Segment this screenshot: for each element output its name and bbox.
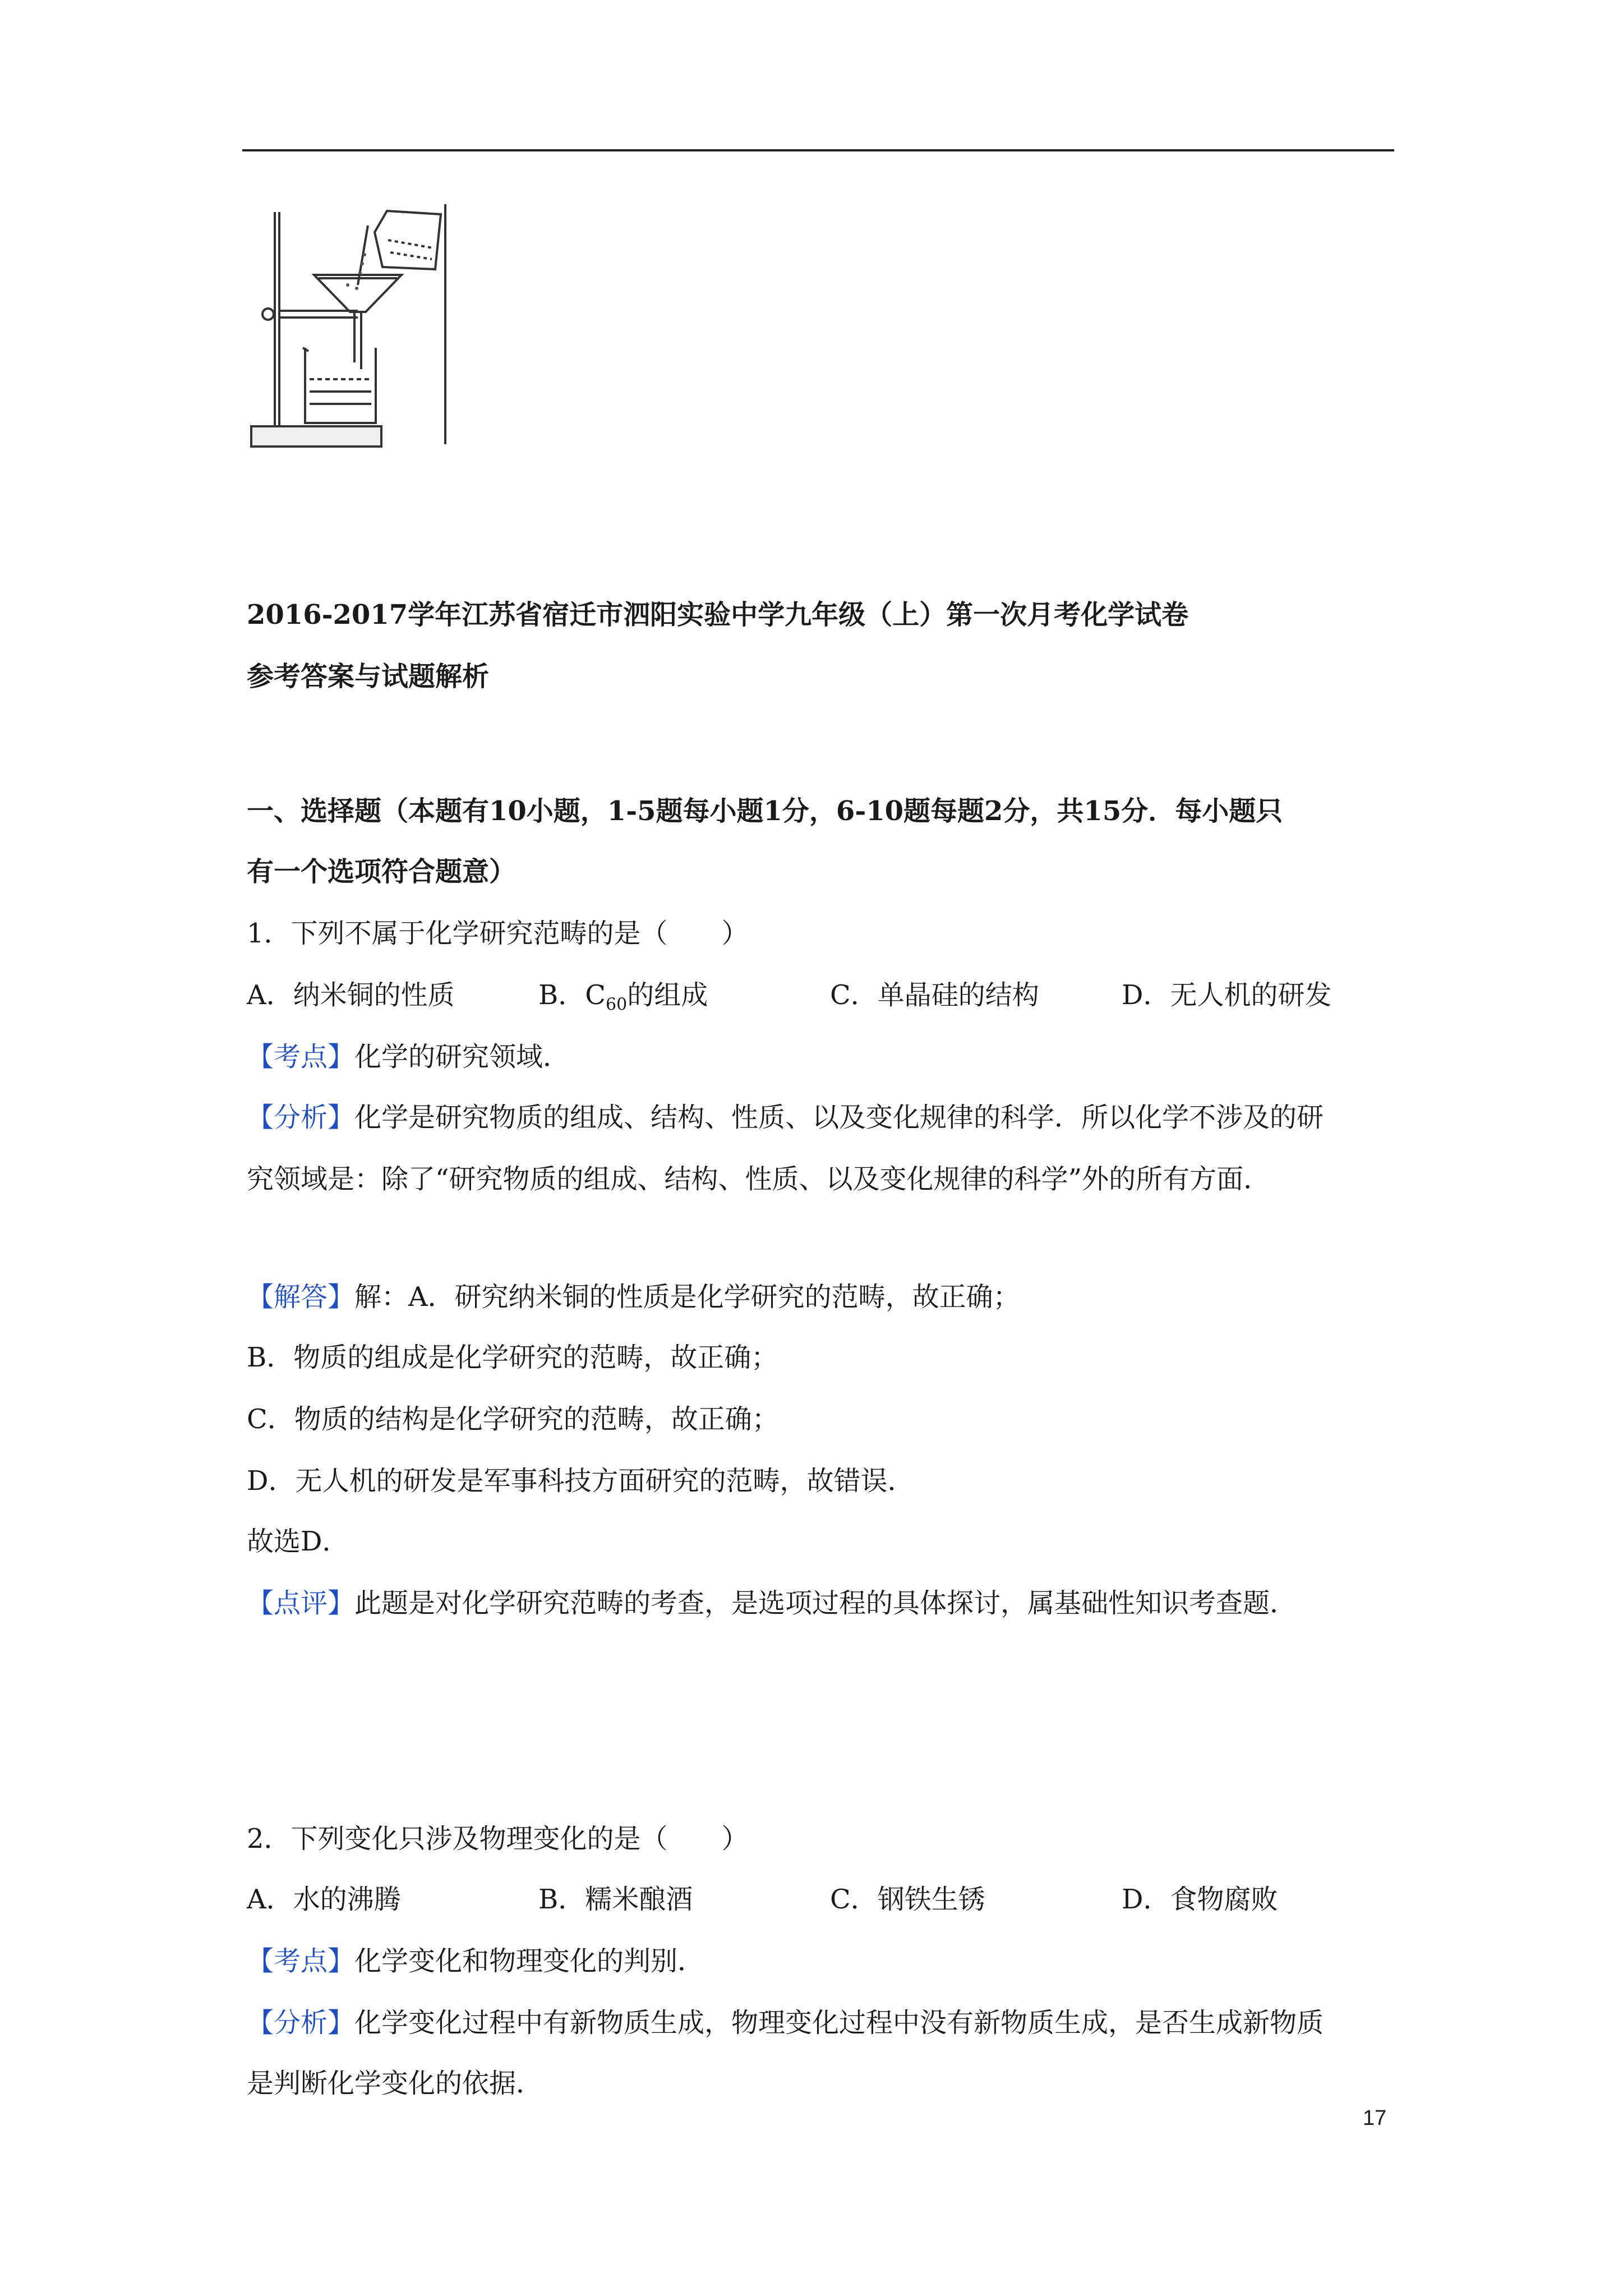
document-title: 2016-2017学年江苏省宿迁市泗阳实验中学九年级（上）第一次月考化学试卷: [247, 599, 1189, 631]
fenxi-tag: 【分析】: [247, 1102, 355, 1133]
q1-jieda-line5: 故选D．: [247, 1526, 349, 1557]
filtration-apparatus-figure: [247, 201, 454, 454]
q2-kaodian-text: 化学变化和物理变化的判别．: [354, 1945, 705, 1977]
q1-options: [247, 978, 1332, 1015]
q1-dianping-text: 此题是对化学研究范畴的考查，是选项过程的具体探讨，属基础性知识考查题．: [354, 1588, 1297, 1619]
page-number: 17: [1363, 2106, 1387, 2130]
q2-fenxi: [247, 2006, 1324, 2040]
q1-option-b-prefix: B．C: [538, 979, 606, 1011]
q2-options: [247, 1883, 1278, 1916]
q2-fenxi-line1: 化学变化过程中有新物质生成，物理变化过程中没有新物质生成，是否生成新物质: [354, 2007, 1324, 2039]
q1-fenxi-line1: 化学是研究物质的组成、结构、性质、以及变化规律的科学．所以化学不涉及的研: [354, 1102, 1324, 1133]
q1-kaodian: [247, 1040, 570, 1074]
q2-option-c: C．钢铁生锈: [830, 1884, 985, 1915]
q1-option-a: A．纳米铜的性质: [247, 979, 455, 1011]
kaodian-tag: 【考点】: [247, 1041, 355, 1073]
q1-jieda-line2: B．物质的组成是化学研究的范畴，故正确；: [247, 1342, 778, 1373]
dianping-tag: 【点评】: [247, 1588, 355, 1619]
q1-option-b: [538, 978, 830, 1015]
q1-jieda: [247, 1280, 1020, 1314]
fenxi-tag: 【分析】: [247, 2007, 355, 2039]
q1-jieda-line3: C．物质的结构是化学研究的范畴，故正确；: [247, 1404, 779, 1435]
q2-option-a: A．水的沸腾: [247, 1884, 401, 1915]
q1-jieda-line4: D．无人机的研发是军事科技方面研究的范畴，故错误．: [247, 1465, 915, 1497]
q1-fenxi: [247, 1101, 1324, 1134]
section-heading-line2: 有一个选项符合题意）: [247, 856, 517, 887]
q2-option-d: D．食物腐败: [1122, 1884, 1278, 1915]
q1-option-b-suffix: 的组成: [627, 979, 708, 1011]
section-heading-line1: 一、选择题（本题有10小题，1-5题每小题1分，6-10题每题2分，共15分．每小题只: [247, 795, 1283, 827]
q1-option-c: C．单晶硅的结构: [830, 979, 1039, 1011]
header-rule: [242, 149, 1394, 151]
q2-option-b: B．糯米酿酒: [538, 1884, 693, 1915]
document-subtitle: 参考答案与试题解析: [247, 661, 490, 692]
q2-kaodian: [247, 1944, 704, 1978]
q1-kaodian-text: 化学的研究领域．: [354, 1041, 570, 1073]
q1-option-b-subscript: 60: [606, 995, 628, 1015]
jieda-tag: 【解答】: [247, 1281, 355, 1313]
q2-stem: 2．下列变化只涉及物理变化的是（ ）: [247, 1823, 749, 1855]
q2-fenxi-line2: 是判断化学变化的依据．: [247, 2068, 543, 2099]
q1-option-d: D．无人机的研发: [1122, 979, 1332, 1011]
q1-fenxi-line2: 究领域是：除了“研究物质的组成、结构、性质、以及变化规律的科学”外的所有方面．: [247, 1163, 1271, 1195]
q1-jieda-line1: 解：A．研究纳米铜的性质是化学研究的范畴，故正确；: [354, 1281, 1020, 1313]
q1-stem: 1．下列不属于化学研究范畴的是（ ）: [247, 918, 749, 949]
kaodian-tag: 【考点】: [247, 1945, 355, 1977]
q1-dianping: [247, 1586, 1297, 1620]
